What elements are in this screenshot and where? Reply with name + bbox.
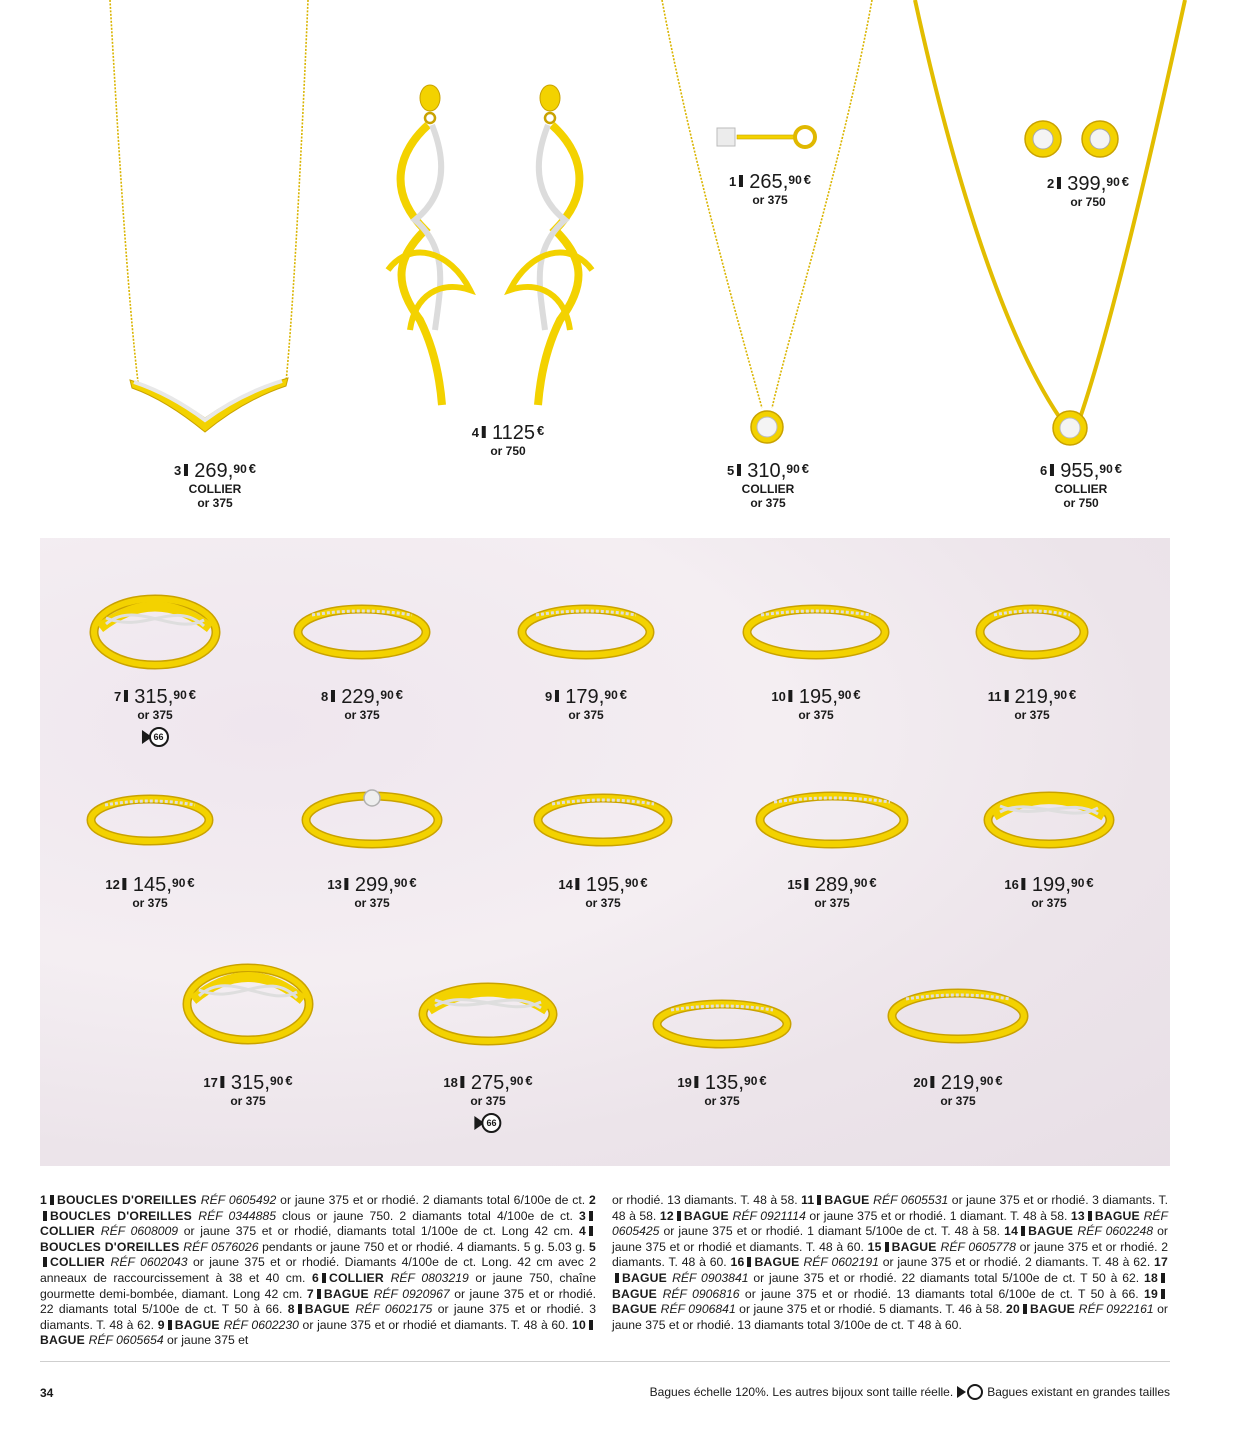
ring-18-image [419, 981, 557, 1049]
price-cents: 90 [838, 688, 852, 702]
description-item-number: 4 [579, 1224, 586, 1239]
price-amount: 229 [341, 686, 375, 708]
description-text: clous or jaune 750. 2 diamants total 4/100e de ct. [275, 1208, 580, 1223]
currency: € [188, 687, 197, 702]
ring-19-image [653, 998, 791, 1052]
item-number: 1 [728, 174, 737, 189]
ring-8-image [294, 603, 430, 663]
description-text: or jaune 375 et or rhodié. 22 diamants total 5/100e de ct. T 50 à 66. [40, 1286, 596, 1317]
separator-bar [885, 1242, 889, 1252]
ring-13-image [302, 790, 442, 852]
price-product-2: 2 399,90 € or 750 [1046, 172, 1130, 209]
price-amount: 299 [354, 874, 389, 896]
stud-earring-1-image [715, 122, 820, 152]
item-number: 18 [443, 1075, 458, 1090]
separator-bar [168, 1320, 172, 1330]
separator-bar [43, 1257, 47, 1267]
price-amount: 219 [1014, 686, 1048, 708]
description-text: or jaune 750, chaîne gourmette demi-bombée, diamant. Long 42 cm. [40, 1270, 596, 1301]
gold-grade: or 375 [197, 496, 233, 510]
gold-grade: or 750 [1063, 496, 1099, 510]
description-product-name: BAGUE [754, 1255, 804, 1270]
separator-bar [322, 1273, 326, 1283]
price-ring-14: 14 195,90 € or 375 [558, 873, 648, 910]
description-text: or rhodié. 13 diamants. T. 48 à 58. [612, 1193, 802, 1207]
size-badge-value: 66 [148, 727, 168, 747]
description-reference: RÉF 0605654 [88, 1333, 164, 1348]
ring-9-image [518, 603, 654, 663]
ring-7-image [90, 593, 220, 673]
separator-bar [1161, 1289, 1165, 1299]
large-sizes-badge [475, 1113, 502, 1133]
separator-bar [43, 1211, 47, 1221]
separator-bar [589, 1226, 593, 1236]
price-amount: 315 [134, 686, 168, 708]
price-cents: 90 [786, 462, 800, 476]
description-reference: RÉF 0344885 [198, 1208, 276, 1223]
description-product-name: BAGUE [1028, 1224, 1078, 1239]
gold-grade: or 375 [940, 1094, 976, 1108]
currency: € [853, 687, 861, 702]
item-number: 9 [544, 689, 553, 704]
description-product-name: COLLIER [50, 1255, 111, 1270]
description-text: or jaune 375 et or rhodié. 3 diamants. T. 48 à 62. [40, 1302, 596, 1332]
ring-12-image [87, 793, 213, 849]
price-amount: 135 [704, 1072, 739, 1094]
price-amount: 275 [470, 1072, 505, 1094]
description-product-name: BAGUE [891, 1239, 941, 1254]
separator-bar [677, 1211, 681, 1221]
description-text: or jaune 375 et or rhodié. 2 diamants. T. 48 à 62. [878, 1255, 1155, 1270]
price-cents: 90 [980, 1074, 994, 1088]
description-reference: RÉF 0605492 [200, 1193, 277, 1207]
price-amount: 269 [194, 460, 228, 482]
description-item-number: 12 [659, 1208, 674, 1223]
price-amount: 289 [814, 874, 849, 896]
gold-grade: or 375 [137, 708, 173, 722]
description-text: or jaune 375 et or rhodié. 22 diamants total 5/100e de ct. T 50 à 62. [748, 1270, 1145, 1285]
price-amount: 315 [230, 1072, 265, 1094]
currency: € [759, 1073, 767, 1088]
item-number: 4 [471, 425, 479, 440]
large-sizes-badge [141, 727, 168, 747]
item-number: 6 [1039, 463, 1048, 478]
description-reference: RÉF 0920967 [373, 1286, 450, 1301]
separator-bar [317, 1289, 321, 1299]
price-cents: 90 [173, 688, 187, 702]
description-item-number: 3 [579, 1208, 586, 1223]
description-reference: RÉF 0906816 [662, 1286, 740, 1301]
price-cents: 90 [510, 1074, 524, 1088]
description-reference: RÉF 0605778 [940, 1239, 1016, 1254]
description-item-number: 5 [589, 1239, 596, 1254]
item-number: 20 [913, 1075, 928, 1090]
separator-bar [1023, 1304, 1027, 1314]
product-type: COLLIER [741, 482, 795, 496]
description-reference: RÉF 0922161 [1078, 1302, 1154, 1317]
ring-17-image [183, 962, 313, 1048]
price-amount: 195 [798, 686, 833, 708]
description-item-number: 11 [801, 1193, 815, 1207]
description-item-number: 1 [40, 1193, 47, 1207]
price-amount: 179 [565, 686, 599, 708]
necklace-5-image [650, 0, 880, 460]
currency: € [619, 687, 628, 702]
price-cents: 90 [1053, 688, 1068, 702]
price-ring-16: 16 199,90 € or 375 [1004, 873, 1094, 910]
separator-bar [298, 1304, 302, 1314]
price-ring-13: 13 299,90 € or 375 [327, 873, 417, 910]
price-amount: 1125 [491, 422, 536, 444]
price-cents: 90 [1099, 462, 1113, 476]
ring-16-image [984, 790, 1114, 852]
description-product-name: BAGUE [683, 1208, 733, 1223]
description-item-number: 19 [1144, 1286, 1158, 1301]
item-number: 17 [203, 1075, 218, 1090]
currency: € [1121, 174, 1130, 189]
price-amount: 219 [940, 1072, 975, 1094]
price-cents: 90 [394, 876, 408, 890]
gold-grade: or 375 [752, 193, 788, 207]
price-cents: 90 [270, 1074, 284, 1088]
price-ring-8: 8 229,90 € or 375 [320, 685, 404, 722]
gold-grade: or 375 [230, 1094, 266, 1108]
price-ring-18: 18 275,90 € or 375 66 [443, 1072, 532, 1134]
item-number: 7 [113, 689, 122, 704]
description-reference: RÉF 0605531 [873, 1193, 949, 1207]
description-reference: RÉF 0602248 [1077, 1224, 1154, 1239]
large-sizes-note: Bagues existant en grandes tailles [987, 1385, 1170, 1399]
ring-14-image [534, 792, 672, 850]
price-ring-9: 9 179,90 € or 375 [544, 685, 628, 722]
separator-bar [50, 1195, 54, 1205]
description-item-number: 15 [867, 1239, 882, 1254]
currency: € [1114, 461, 1123, 476]
currency: € [1069, 687, 1077, 702]
description-item-number: 16 [730, 1255, 745, 1270]
separator-bar [1161, 1273, 1165, 1283]
description-product-name: BAGUE [40, 1333, 89, 1348]
separator-bar [589, 1320, 593, 1330]
description-item-number: 9 [157, 1317, 165, 1332]
price-product-1: 1 265,90 € or 375 [728, 170, 812, 207]
description-text: or jaune 375 et or rhodié et diamants. T. 48 à 60. [298, 1317, 573, 1332]
price-product-6: 6 955,90 € COLLIER or 750 [1039, 459, 1123, 510]
price-ring-17: 17 315,90 € or 375 [203, 1071, 293, 1108]
description-product-name: COLLIER [328, 1270, 391, 1285]
item-number: 8 [320, 689, 329, 704]
item-number: 12 [105, 877, 120, 892]
description-product-name: BAGUE [174, 1317, 224, 1332]
price-ring-15: 15 289,90 € or 375 [787, 873, 877, 910]
description-product-name: BOUCLES D'OREILLES [50, 1208, 199, 1223]
currency: € [640, 875, 648, 890]
item-number: 19 [677, 1075, 692, 1090]
price-ring-19: 19 135,90 € or 375 [677, 1071, 767, 1108]
description-item-number: 17 [1154, 1255, 1168, 1270]
large-sizes-icon-circle [967, 1384, 983, 1400]
description-reference: RÉF 0602230 [223, 1317, 299, 1332]
price-product-5: 5 310,90 € COLLIER or 375 [726, 459, 810, 510]
currency: € [803, 172, 812, 187]
footer-divider [40, 1361, 1170, 1362]
description-reference: RÉF 0576026 [183, 1239, 259, 1254]
size-badge-value: 66 [482, 1113, 502, 1133]
description-item-number: 7 [306, 1286, 314, 1301]
gold-grade: or 375 [1014, 708, 1050, 722]
scale-note: Bagues échelle 120%. Les autres bijoux sont taille réelle. [649, 1385, 954, 1399]
description-reference: RÉF 0605425 [612, 1208, 1168, 1239]
ring-11-image [976, 603, 1088, 663]
description-text: or jaune 375 et or rhodié. 1 diamant 5/100e de ct. T. 48 à 58. [659, 1224, 1005, 1239]
description-reference: RÉF 0608009 [100, 1224, 179, 1239]
item-number: 14 [558, 877, 573, 892]
description-product-name: BAGUE [304, 1302, 356, 1317]
description-reference: RÉF 0602043 [110, 1255, 188, 1270]
currency: € [1086, 875, 1094, 890]
description-text: pendants or jaune 750 et or rhodié. 4 diamants. 5 g. 5.03 g. [258, 1239, 589, 1254]
necklace-6-image [910, 0, 1190, 460]
description-product-name: BAGUE [612, 1286, 663, 1301]
gold-grade: or 375 [344, 708, 380, 722]
ring-10-image [743, 603, 889, 663]
earrings-4-image [380, 80, 600, 410]
gold-grade: or 375 [814, 896, 850, 910]
necklace-3-image [110, 0, 320, 450]
price-product-3: 3 269,90 € COLLIER or 375 [173, 459, 257, 510]
price-ring-12: 12 145,90 € or 375 [105, 873, 195, 910]
page-number: 34 [40, 1386, 54, 1400]
description-text: or jaune 375 et or rhodié. 2 diamants total 6/100e de ct. [276, 1193, 590, 1207]
price-cents: 90 [1106, 175, 1120, 189]
price-ring-11: 11 219,90 € or 375 [987, 685, 1077, 722]
item-number: 10 [771, 689, 786, 704]
currency: € [801, 461, 810, 476]
description-product-name: BAGUE [1094, 1208, 1144, 1223]
large-sizes-icon [957, 1386, 966, 1398]
price-amount: 145 [132, 874, 167, 896]
description-text: or jaune 375 et or rhodié. 2 diamants. T. 48 à 60. [612, 1239, 1168, 1270]
description-reference: RÉF 0906841 [660, 1302, 736, 1317]
description-item-number: 20 [1006, 1302, 1020, 1317]
item-number: 3 [173, 463, 182, 478]
price-amount: 399 [1067, 173, 1101, 195]
description-item-number: 2 [589, 1193, 596, 1207]
price-cents: 90 [788, 173, 802, 187]
currency: € [395, 687, 404, 702]
price-ring-20: 20 219,90 € or 375 [913, 1071, 1003, 1108]
currency: € [537, 423, 545, 438]
currency: € [995, 1073, 1003, 1088]
description-product-name: BOUCLES D'OREILLES [40, 1239, 184, 1254]
price-ring-10: 10 195,90 € or 375 [771, 685, 861, 722]
gold-grade: or 750 [1070, 195, 1106, 209]
gold-grade: or 375 [798, 708, 834, 722]
description-reference: RÉF 0602175 [355, 1302, 433, 1317]
description-product-name: BAGUE [824, 1193, 874, 1207]
separator-bar [1021, 1226, 1025, 1236]
item-number: 5 [726, 463, 735, 478]
description-item-number: 18 [1144, 1270, 1159, 1285]
ring-15-image [756, 790, 908, 852]
item-number: 13 [327, 877, 342, 892]
description-item-number: 8 [287, 1302, 295, 1317]
description-reference: RÉF 0903841 [672, 1270, 749, 1285]
description-item-number: 10 [572, 1317, 586, 1332]
currency: € [525, 1073, 533, 1088]
description-column-left [40, 1193, 596, 1349]
item-number: 16 [1004, 877, 1019, 892]
description-product-name: BOUCLES D'OREILLES [56, 1193, 201, 1207]
currency: € [285, 1073, 293, 1088]
gold-grade: or 375 [585, 896, 621, 910]
price-product-4 [472, 422, 544, 457]
price-amount: 310 [747, 460, 781, 482]
currency: € [187, 875, 195, 890]
gold-grade: or 375 [470, 1094, 506, 1108]
price-cents: 90 [233, 462, 247, 476]
price-cents: 90 [604, 688, 618, 702]
description-column-right [612, 1193, 1168, 1333]
description-text: or jaune 375 et or rhodié. 1 diamant. T. 48 à 58. [805, 1208, 1071, 1223]
gold-grade: or 375 [704, 1094, 740, 1108]
description-product-name: BAGUE [612, 1302, 661, 1317]
description-reference: RÉF 0602191 [803, 1255, 879, 1270]
description-reference: RÉF 0803219 [390, 1270, 469, 1285]
gold-grade: or 375 [354, 896, 390, 910]
gold-grade: or 375 [1031, 896, 1067, 910]
price-cents: 90 [172, 876, 186, 890]
description-item-number: 14 [1004, 1224, 1019, 1239]
description-text: or jaune 375 et or rhodié. 5 diamants. T. 46 à 58. [735, 1302, 1006, 1317]
currency: € [409, 875, 417, 890]
price-cents: 90 [1071, 876, 1085, 890]
price-cents: 90 [625, 876, 639, 890]
footer-note [650, 1384, 1170, 1400]
price-cents: 90 [854, 876, 868, 890]
price-amount: 199 [1031, 874, 1066, 896]
gold-grade: or 375 [750, 496, 786, 510]
ring-20-image [888, 987, 1028, 1047]
item-number: 15 [787, 877, 802, 892]
description-text: or jaune 375 et or rhodié, diamants total 1/100e de ct. Long 42 cm. [178, 1224, 579, 1239]
price-amount: 195 [585, 874, 620, 896]
separator-bar [589, 1211, 593, 1221]
stud-earrings-2-image [1022, 118, 1122, 160]
price-ring-7: 7 315,90 € or 375 66 [114, 686, 196, 748]
separator-bar [615, 1273, 619, 1283]
gold-grade: or 375 [132, 896, 168, 910]
gold-grade: or 750 [490, 444, 526, 458]
description-text: or jaune 375 et or rhodié. 3 diamants. T. 48 à 58. [612, 1193, 1169, 1223]
description-text: or jaune 375 et or rhodié. 13 diamants total 6/100e de ct. T 50 à 66. [739, 1286, 1145, 1301]
description-product-name: BAGUE [622, 1270, 673, 1285]
price-cents: 90 [744, 1074, 758, 1088]
price-amount: 265 [749, 171, 783, 193]
separator-bar [747, 1257, 751, 1267]
item-number: 11 [987, 689, 1002, 704]
description-item-number: 6 [311, 1270, 319, 1285]
currency: € [869, 875, 877, 890]
description-product-name: COLLIER [40, 1224, 101, 1239]
description-item-number: 13 [1070, 1208, 1085, 1223]
product-type: COLLIER [1054, 482, 1108, 496]
item-number: 2 [1046, 176, 1055, 191]
description-text: or jaune 375 et or rhodié. Diamants 4/100e de ct. Long. 42 cm avec 2 anneaux de raccourcissement à 38 et 40 cm. [40, 1255, 596, 1285]
separator-bar [817, 1195, 821, 1205]
currency: € [248, 461, 257, 476]
description-text: or jaune 375 et or rhodié. 13 diamants total 3/100e de ct. T 48 à 60. [612, 1302, 1168, 1332]
product-type: COLLIER [188, 482, 242, 496]
price-amount: 955 [1060, 460, 1094, 482]
description-text: or jaune 375 et or rhodié et diamants. T. 48 à 60. [612, 1224, 1168, 1254]
separator-bar [1088, 1211, 1092, 1221]
description-reference: RÉF 0921114 [732, 1208, 806, 1223]
price-cents: 90 [380, 688, 394, 702]
description-product-name: BAGUE [1029, 1302, 1079, 1317]
gold-grade: or 375 [568, 708, 604, 722]
description-text: or jaune 375 et [163, 1333, 249, 1348]
description-product-name: BAGUE [323, 1286, 374, 1301]
